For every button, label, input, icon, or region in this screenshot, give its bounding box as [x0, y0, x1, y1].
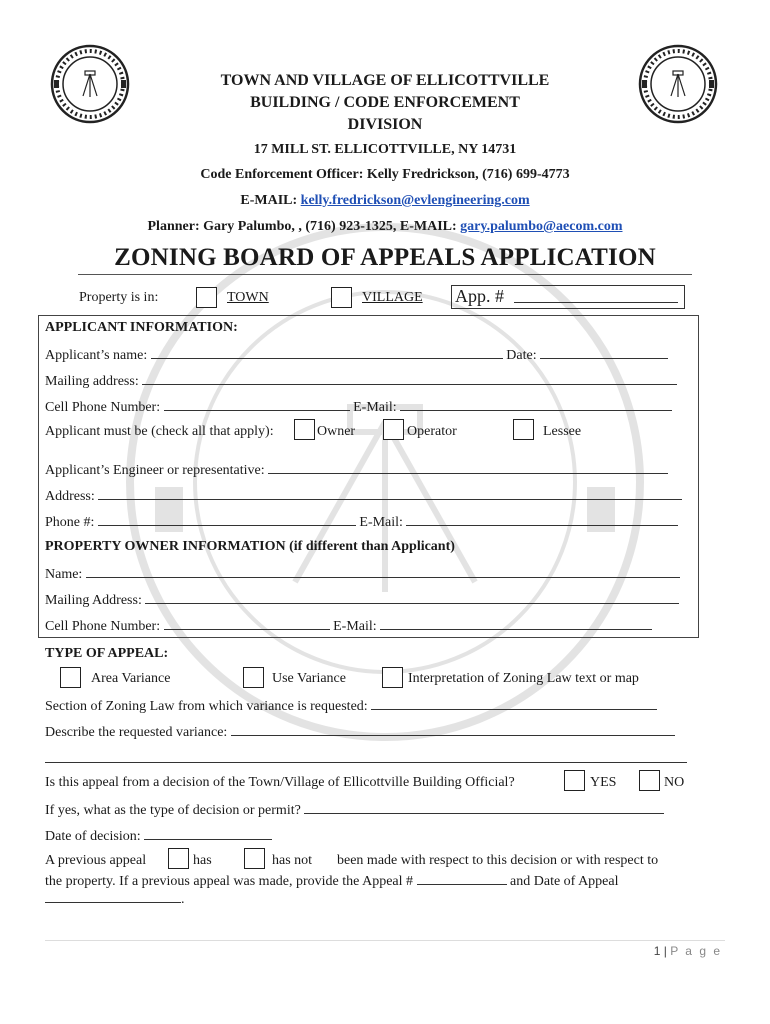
describe-field[interactable]: [231, 723, 675, 736]
section-field[interactable]: [371, 697, 657, 710]
describe-field-line-2[interactable]: [45, 762, 687, 763]
town-checkbox[interactable]: [196, 287, 217, 308]
previous-appeal-date-field[interactable]: [45, 890, 181, 903]
address-field[interactable]: [98, 487, 682, 500]
area-variance-label: Area Variance: [91, 671, 171, 686]
mailing-row: [45, 372, 677, 390]
village-checkbox[interactable]: [331, 287, 352, 308]
address-row: [45, 487, 682, 505]
engineer-row: [45, 461, 668, 479]
mailing-label: Mailing address:: [45, 374, 139, 389]
owner-mailing-field[interactable]: [145, 591, 679, 604]
cell-row: [45, 398, 672, 416]
engineer-label: Applicant’s Engineer or representative:: [45, 463, 265, 478]
owner-cell-label: Cell Phone Number:: [45, 619, 161, 634]
lessee-checkbox[interactable]: [513, 419, 534, 440]
header-line-3: DIVISION: [347, 116, 423, 133]
previous-appeal-line-3: [45, 890, 185, 908]
yes-label: YES: [590, 775, 617, 790]
decision-date-row: [45, 827, 272, 845]
decision-question: Is this appeal from a decision of the Town/Village of Ellicottville Building Official?: [45, 775, 515, 790]
officer-email-link[interactable]: kelly.fredrickson@evlengineering.com: [300, 193, 530, 208]
header-officer: Code Enforcement Officer: Kelly Fredrickson, (716) 699-4773: [200, 167, 570, 182]
engineer-email-field[interactable]: [406, 513, 678, 526]
owner-email-label: E-Mail:: [333, 619, 377, 634]
decision-type-field[interactable]: [304, 801, 664, 814]
previous-appeal-label: A previous appeal: [45, 853, 147, 868]
owner-email-field[interactable]: [380, 617, 652, 630]
header-address: 17 MILL ST. ELLICOTTVILLE, NY 14731: [253, 142, 517, 157]
owner-name-field[interactable]: [86, 565, 680, 578]
app-number-line: [514, 302, 678, 303]
applicant-email-label: E-Mail:: [353, 400, 397, 415]
phone-label: Phone #:: [45, 515, 95, 530]
decision-type-row: [45, 801, 664, 819]
applicant-name-row: [45, 346, 668, 364]
owner-cell-row: [45, 617, 652, 635]
date-label: Date:: [506, 348, 537, 363]
date-field[interactable]: [540, 346, 668, 359]
phone-field[interactable]: [98, 513, 356, 526]
cell-label: Cell Phone Number:: [45, 400, 161, 415]
use-variance-checkbox[interactable]: [243, 667, 264, 688]
app-number-field[interactable]: [451, 285, 685, 309]
owner-name-row: [45, 565, 680, 583]
header-planner-line: [0, 219, 770, 235]
page-title: ZONING BOARD OF APPEALS APPLICATION: [114, 244, 656, 271]
header-email-line: [0, 193, 770, 209]
mailing-field[interactable]: [142, 372, 677, 385]
title-divider: [78, 274, 692, 275]
use-variance-label: Use Variance: [272, 671, 346, 686]
page-footer: [654, 944, 722, 958]
previous-appeal-text: been made with respect to this decision or with respect to: [337, 853, 659, 868]
cell-field[interactable]: [164, 398, 350, 411]
phone-row: [45, 513, 678, 531]
lessee-label: Lessee: [543, 424, 582, 439]
owner-name-label: Name:: [45, 567, 83, 582]
previous-appeal-number-label: the property. If a previous appeal was made, provide the Appeal #: [45, 874, 414, 889]
applicant-name-label: Applicant’s name:: [45, 348, 148, 363]
has-not-label: has not: [272, 853, 313, 868]
yes-checkbox[interactable]: [564, 770, 585, 791]
planner-email-link[interactable]: gary.palumbo@aecom.com: [460, 219, 623, 234]
decision-date-label: Date of decision:: [45, 829, 141, 844]
owner-info-heading: PROPERTY OWNER INFORMATION (if different than Applicant): [45, 539, 455, 554]
previous-appeal-number-field[interactable]: [417, 872, 507, 885]
section-label: Section of Zoning Law from which variance is requested:: [45, 699, 368, 714]
village-label: VILLAGE: [362, 290, 423, 305]
previous-appeal-line-2: [45, 872, 619, 890]
has-label: has: [193, 853, 212, 868]
no-label: NO: [664, 775, 685, 790]
owner-mailing-row: [45, 591, 679, 609]
header-line-1: TOWN AND VILLAGE OF ELLICOTTVILLE: [220, 72, 550, 89]
owner-cell-field[interactable]: [164, 617, 330, 630]
section-row: [45, 697, 657, 715]
planner-label: Planner: Gary Palumbo, , (716) 923-1325, E-MAIL:: [147, 219, 461, 234]
area-variance-checkbox[interactable]: [60, 667, 81, 688]
period: .: [181, 892, 185, 907]
describe-label: Describe the requested variance:: [45, 725, 228, 740]
page-word: P a g e: [670, 944, 722, 958]
decision-date-field[interactable]: [144, 827, 272, 840]
has-not-checkbox[interactable]: [244, 848, 265, 869]
appeal-heading: TYPE OF APPEAL:: [45, 646, 169, 661]
town-label: TOWN: [227, 290, 269, 305]
interpretation-label: Interpretation of Zoning Law text or map: [408, 671, 639, 686]
must-be-label: Applicant must be (check all that apply):: [45, 424, 274, 439]
header-line-2: BUILDING / CODE ENFORCEMENT: [250, 94, 520, 111]
operator-label: Operator: [407, 424, 457, 439]
has-checkbox[interactable]: [168, 848, 189, 869]
owner-mailing-label: Mailing Address:: [45, 593, 142, 608]
previous-appeal-date-label: and Date of Appeal: [510, 874, 619, 889]
operator-checkbox[interactable]: [383, 419, 404, 440]
describe-row: [45, 723, 675, 741]
property-label: Property is in:: [79, 290, 159, 305]
page-separator: |: [660, 944, 671, 958]
interpretation-checkbox[interactable]: [382, 667, 403, 688]
no-checkbox[interactable]: [639, 770, 660, 791]
app-number-label: App. #: [455, 286, 504, 306]
applicant-name-field[interactable]: [151, 346, 503, 359]
applicant-heading: APPLICANT INFORMATION:: [45, 320, 238, 335]
page-number: 1: [653, 944, 661, 958]
applicant-email-field[interactable]: [400, 398, 672, 411]
email-label: E-MAIL:: [240, 193, 301, 208]
footer-divider: [45, 940, 725, 941]
owner-label: Owner: [317, 424, 356, 439]
address-label: Address:: [45, 489, 95, 504]
engineer-field[interactable]: [268, 461, 668, 474]
engineer-email-label: E-Mail:: [359, 515, 403, 530]
decision-type-label: If yes, what as the type of decision or permit?: [45, 803, 301, 818]
owner-checkbox[interactable]: [294, 419, 315, 440]
